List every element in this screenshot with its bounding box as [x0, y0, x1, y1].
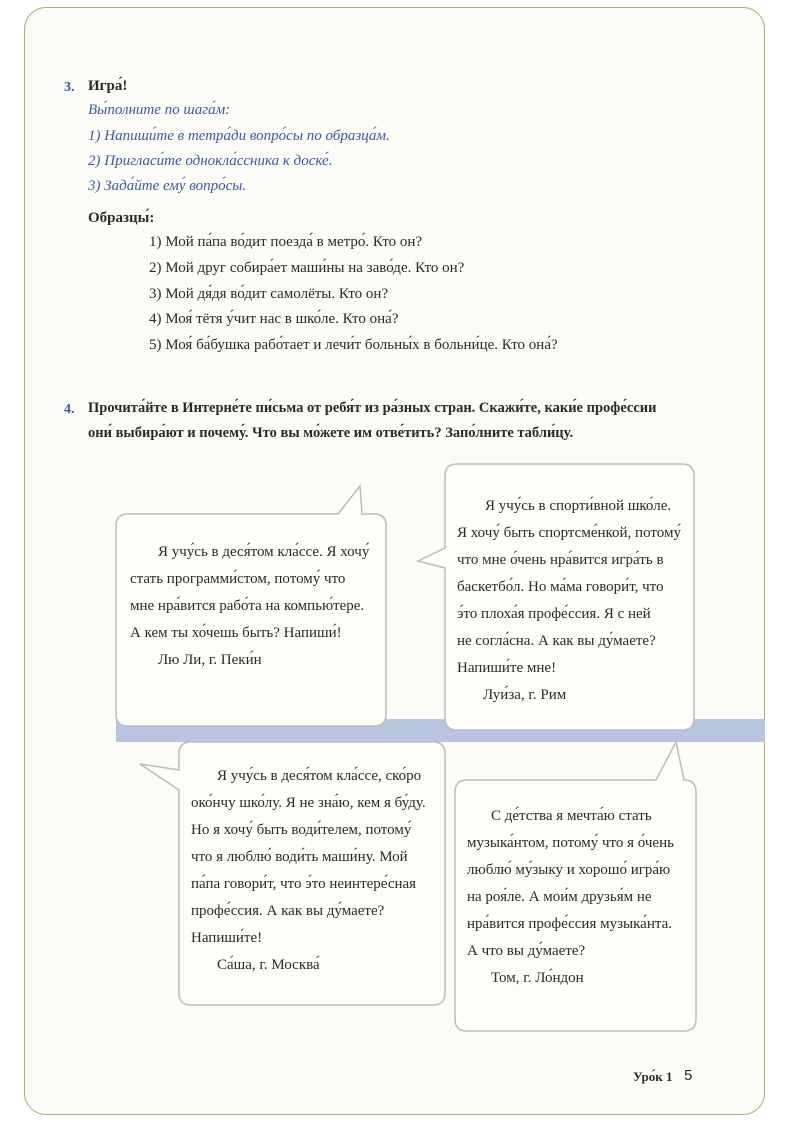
- letter-tom-line: С де́тства я мечта́ю стать: [491, 808, 652, 824]
- letter-luiza-line: баскетбо́л. Но ма́ма говори́т, что: [457, 579, 664, 595]
- letter-sasha-signature: Са́ша, г. Москва́: [217, 957, 320, 973]
- exercise-3-step-2: 2) Пригласи́те однокла́ссника к доске́.: [88, 153, 333, 169]
- letter-sasha-line: Я учу́сь в деся́том кла́ссе, ско́ро: [217, 768, 422, 784]
- letter-luiza-line: не согла́сна. А как вы ду́маете?: [457, 633, 656, 649]
- letter-tom-line: А что вы ду́маете?: [467, 943, 586, 959]
- letter-li-line: стать программи́стом, потому́ что: [130, 571, 346, 587]
- letter-luiza-line: Напиши́те мне!: [457, 660, 557, 676]
- letter-sasha-line: что я люблю́ води́ть маши́ну. Мой: [191, 849, 408, 865]
- sample-3: 3) Мой дя́дя во́дит самолёты. Кто он?: [149, 286, 389, 302]
- letter-li-line: Я учу́сь в деся́том кла́ссе. Я хочу́: [158, 544, 370, 560]
- letter-li-signature: Лю Ли, г. Пеки́н: [158, 652, 262, 668]
- letter-tom-signature: Том, г. Ло́ндон: [491, 970, 584, 986]
- letter-luiza-line: Я хочу́ быть спортсме́нкой, потому́: [457, 525, 681, 541]
- letter-tom: [467, 803, 689, 992]
- letter-tom-line: музыка́нтом, потому́ что я о́чень: [467, 835, 674, 851]
- sample-1: 1) Мой па́па во́дит поезда́ в метро́. Кто он?: [149, 234, 423, 250]
- letter-tom-line: нра́вится профе́ссия музыка́нта.: [467, 916, 672, 932]
- letter-luiza-signature: Луи́за, г. Рим: [483, 687, 567, 703]
- exercise-3-number: 3.: [64, 80, 75, 95]
- footer-lesson: Уро́к 1: [633, 1069, 673, 1084]
- letter-li-line: А кем ты хо́чешь быть? Напиши́!: [130, 625, 342, 641]
- exercise-3-title: Игра́!: [88, 78, 128, 94]
- letter-sasha-line: па́па говори́т, что э́то неинтере́сная: [191, 876, 417, 892]
- letter-sasha: [191, 763, 441, 979]
- letter-li-line: мне нра́вится рабо́та на компью́тере.: [130, 598, 365, 614]
- letter-li: [130, 539, 376, 674]
- samples-title: Образцы́:: [88, 210, 155, 226]
- exercise-3-step-1: 1) Напиши́те в тетра́ди вопро́сы по образца́м.: [88, 128, 390, 144]
- sample-4: 4) Моя́ тётя у́чит нас в шко́ле. Кто она́?: [149, 311, 399, 327]
- letter-tom-line: на роя́ле. А мои́м друзья́м не: [467, 889, 652, 905]
- sample-2: 2) Мой друг собира́ет маши́ны на заво́де. Кто он?: [149, 260, 465, 276]
- letter-luiza: [457, 493, 687, 709]
- sample-5: 5) Моя́ ба́бушка рабо́тает и лечи́т больны́х в больни́це. Кто она́?: [149, 337, 558, 353]
- exercise-4-number: 4.: [64, 402, 75, 417]
- letter-luiza-line: э́то плоха́я профе́ссия. Я с ней: [457, 606, 651, 622]
- letter-sasha-line: око́нчу шко́лу. Я не зна́ю, кем я бу́ду.: [191, 795, 426, 811]
- letter-tom-line: люблю́ му́зыку и хорошо́ игра́ю: [467, 862, 671, 878]
- exercise-4-instruction-line-2: они́ выбира́ют и почему́. Что вы мо́жете им отве́тить? Запо́лните табли́цу.: [88, 425, 574, 441]
- exercise-4-instruction-line-1: Прочита́йте в Интерне́те пи́сьма от ребя́т из ра́зных стран. Скажи́те, каки́е профе́ссии: [88, 400, 657, 416]
- exercise-3-step-3: 3) Зада́йте ему́ вопро́сы.: [88, 178, 247, 194]
- letter-sasha-line: Напиши́те!: [191, 930, 263, 946]
- letter-sasha-line: Но я хочу́ быть води́телем, потому́: [191, 822, 412, 838]
- letter-sasha-line: профе́ссия. А как вы ду́маете?: [191, 903, 385, 919]
- page-number: 5: [684, 1067, 693, 1084]
- letter-luiza-line: что мне о́чень нра́вится игра́ть в: [457, 552, 664, 568]
- letter-luiza-line: Я учу́сь в спорти́вной шко́ле.: [485, 498, 672, 514]
- exercise-3-instruction: Вы́полните по шага́м:: [88, 102, 231, 118]
